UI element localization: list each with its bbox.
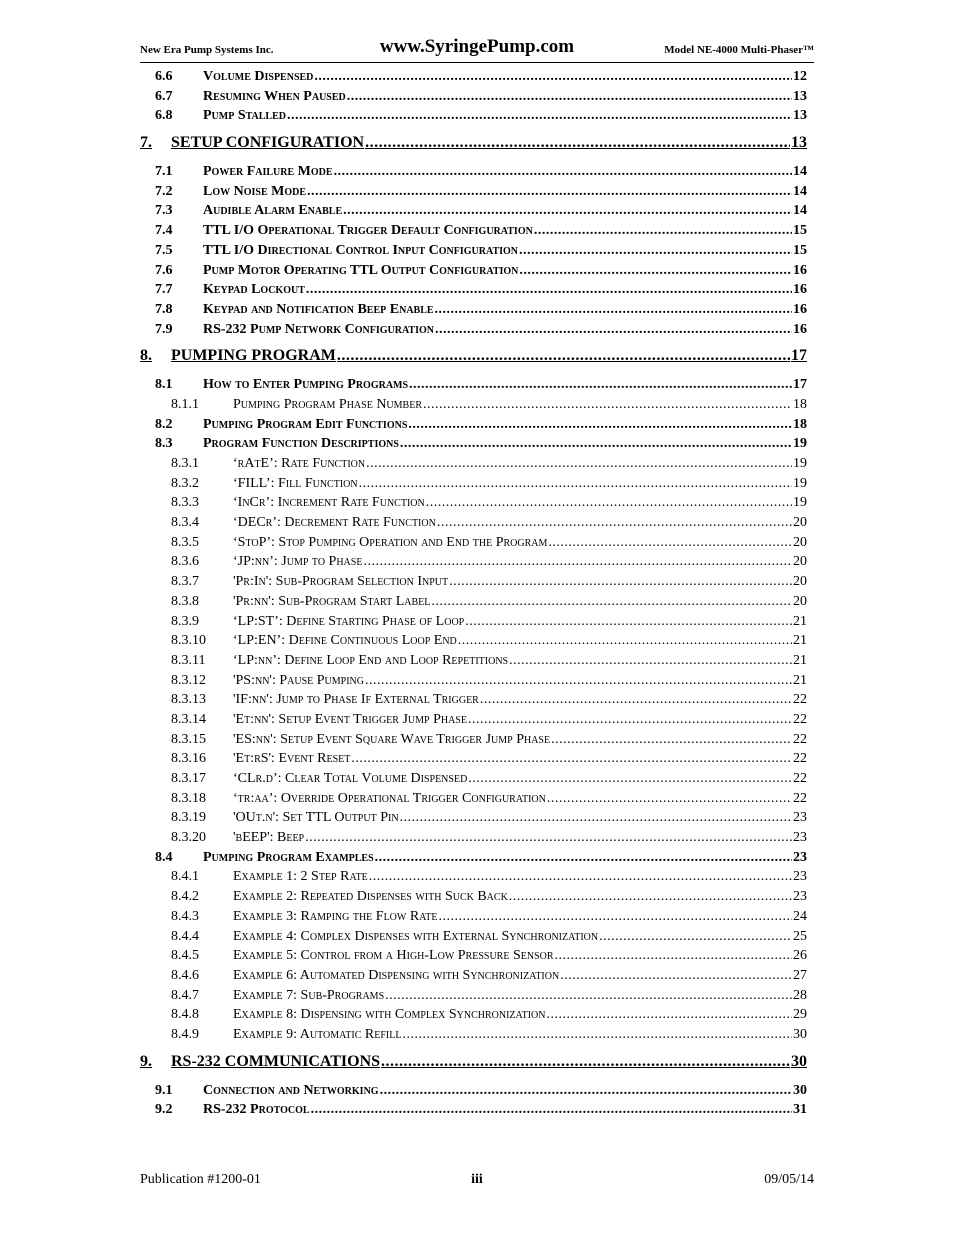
toc-entry-number: 8.3.7 (171, 574, 199, 590)
dot-leader (431, 594, 792, 610)
toc-entry-title: Program Function Descriptions (203, 436, 399, 452)
toc-entry-title: 'OUt.n': Set TTL Output Pin (233, 810, 399, 826)
dot-leader (548, 535, 792, 551)
toc-entry-number: 8.3.9 (171, 613, 199, 629)
toc-entry-number: 8.3.1 (171, 456, 199, 471)
toc-entry-title: ‘CLr.d’: Clear Total Volume Dispensed (233, 771, 468, 786)
toc-entry[interactable] (140, 791, 807, 811)
toc-entry-number: 7.1 (155, 164, 173, 180)
toc-entry-title: RS-232 Protocol (203, 1102, 310, 1118)
dot-leader (509, 889, 792, 905)
toc-entry[interactable] (140, 263, 807, 283)
dot-leader (599, 929, 792, 945)
toc-entry-number: 7.2 (155, 183, 173, 199)
toc-entry-title: RS-232 COMMUNICATIONS (171, 1052, 381, 1070)
toc-entry-number: 8.4 (155, 849, 173, 865)
toc-entry-page: 23 (793, 810, 807, 826)
toc-entry-title: 'Pr:nn': Sub-Program Start Label (233, 593, 431, 609)
toc-entry-title: Keypad Lockout (203, 282, 305, 298)
dot-leader (400, 436, 792, 452)
toc-entry-number: 8.3.16 (171, 751, 206, 767)
dot-leader (458, 633, 792, 649)
toc-entry-page: 22 (793, 771, 807, 786)
toc-entry-number: 8.4.8 (171, 1007, 199, 1023)
toc-entry[interactable] (140, 732, 807, 752)
toc-entry-title: Example 7: Sub-Programs (233, 987, 385, 1003)
dot-leader (547, 791, 792, 807)
toc-entry[interactable] (140, 929, 807, 949)
toc-entry-number: 7.7 (155, 282, 173, 298)
dot-leader (375, 850, 792, 866)
toc-entry[interactable] (140, 456, 807, 476)
toc-entry-page: 25 (793, 928, 807, 944)
toc-entry-page: 22 (793, 711, 807, 727)
toc-entry-number: 8.4.5 (171, 948, 199, 964)
dot-leader (337, 347, 790, 365)
toc-entry-title: PUMPING PROGRAM (171, 347, 336, 365)
toc-entry-title: RS-232 Pump Network Configuration (203, 321, 434, 337)
toc-entry[interactable] (140, 889, 807, 909)
toc-entry[interactable] (140, 184, 807, 204)
toc-entry-title: Pumping Program Edit Functions (203, 416, 408, 432)
toc-entry-page: 23 (793, 869, 807, 885)
toc-entry[interactable] (140, 948, 807, 968)
toc-entry-number: 8.4.1 (171, 869, 199, 885)
table-of-contents (140, 69, 807, 1122)
dot-leader (305, 830, 792, 846)
dot-leader (437, 515, 792, 531)
toc-entry-title: Audible Alarm Enable (203, 203, 343, 219)
toc-entry-page: 15 (793, 242, 807, 258)
toc-entry-page: 20 (793, 554, 807, 570)
toc-entry-number: 7.4 (155, 223, 173, 239)
toc-entry-title: Volume Dispensed (203, 69, 314, 84)
toc-entry-page: 17 (791, 347, 807, 365)
toc-entry-page: 26 (793, 948, 807, 964)
toc-entry-page: 19 (793, 436, 807, 452)
toc-entry-number: 9.1 (155, 1082, 173, 1098)
toc-entry-title: Example 1: 2 Step Rate (233, 869, 368, 885)
toc-entry-page: 21 (793, 672, 807, 688)
toc-entry-title: ‘JP:nn’: Jump to Phase (233, 554, 363, 570)
dot-leader (468, 712, 792, 728)
dot-leader (423, 397, 792, 413)
toc-entry-page: 13 (793, 108, 807, 124)
toc-entry-page: 20 (793, 534, 807, 550)
toc-entry[interactable] (140, 810, 807, 830)
toc-entry-page: 19 (793, 495, 807, 511)
toc-entry-title: Example 4: Complex Dispenses with External Synchronization (233, 928, 599, 944)
dot-leader (359, 476, 792, 492)
toc-entry-title: 'Pr:In': Sub-Program Selection Input (233, 574, 449, 590)
toc-entry-title: 'IF:nn': Jump to Phase If External Trigger (233, 692, 479, 708)
toc-entry[interactable] (140, 751, 807, 771)
toc-entry-page: 22 (793, 751, 807, 767)
toc-entry[interactable] (140, 869, 807, 889)
dot-leader (426, 495, 792, 511)
toc-entry-page: 29 (793, 1007, 807, 1023)
toc-entry-number: 8.1 (155, 377, 173, 393)
toc-entry-page: 28 (793, 987, 807, 1003)
toc-entry-number: 8.4.3 (171, 908, 199, 924)
toc-entry-number: 6.8 (155, 108, 173, 124)
toc-entry-title: ‘StoP’: Stop Pumping Operation and End the Program (233, 534, 548, 550)
header-website[interactable]: www.SyringePump.com (379, 36, 575, 57)
toc-entry-page: 12 (793, 69, 807, 84)
dot-leader (408, 417, 792, 433)
toc-entry-page: 13 (791, 134, 807, 152)
toc-entry-number: 8.2 (155, 416, 173, 432)
dot-leader (465, 614, 792, 630)
toc-entry-title: Keypad and Notification Beep Enable (203, 301, 434, 317)
dot-leader (480, 692, 792, 708)
dot-leader (365, 673, 792, 689)
toc-entry[interactable] (140, 909, 807, 929)
toc-entry-number: 9. (140, 1052, 152, 1070)
toc-entry[interactable] (140, 436, 807, 456)
toc-entry-number: 8.3.4 (171, 515, 199, 531)
toc-entry-page: 14 (793, 164, 807, 180)
toc-entry[interactable] (140, 108, 807, 128)
toc-entry-title: 'ES:nn': Setup Event Square Wave Trigger Jump Phase (233, 731, 551, 747)
toc-entry[interactable] (140, 614, 807, 634)
toc-entry-number: 8.3.5 (171, 534, 199, 550)
toc-entry-page: 20 (793, 593, 807, 609)
toc-entry-number: 8.3.11 (171, 652, 206, 668)
toc-entry-title: Pump Motor Operating TTL Output Configuration (203, 262, 519, 278)
toc-entry[interactable] (140, 594, 807, 614)
toc-entry-number: 8.3.12 (171, 672, 206, 688)
toc-entry-page: 23 (793, 849, 807, 865)
footer-publication: Publication #1200-01 (140, 1172, 261, 1187)
toc-entry-page: 24 (793, 908, 807, 924)
dot-leader (435, 322, 792, 338)
toc-entry-page: 30 (793, 1082, 807, 1098)
toc-entry-page: 30 (791, 1052, 807, 1070)
toc-entry[interactable] (140, 417, 807, 437)
toc-entry-title: TTL I/O Operational Trigger Default Configuration (203, 223, 533, 239)
toc-entry-page: 18 (793, 416, 807, 432)
dot-leader (468, 771, 792, 787)
toc-entry-number: 8.3.10 (171, 633, 206, 649)
header-model: Model NE-4000 Multi-Phaser™ (664, 44, 814, 56)
toc-entry-number: 7. (140, 134, 152, 152)
toc-entry-title: Resuming When Paused (203, 88, 346, 104)
toc-entry-number: 8.3 (155, 436, 173, 452)
toc-entry[interactable] (140, 574, 807, 594)
dot-leader (381, 1053, 790, 1071)
dot-leader (385, 988, 792, 1004)
toc-entry-title: Example 6: Automated Dispensing with Synchronization (233, 967, 560, 983)
toc-entry-number: 7.6 (155, 262, 173, 278)
dot-leader (347, 89, 792, 105)
toc-entry[interactable] (140, 535, 807, 555)
toc-entry[interactable] (140, 1007, 807, 1027)
toc-entry[interactable] (140, 282, 807, 302)
dot-leader (402, 1027, 792, 1043)
footer-page-number: iii (471, 1172, 483, 1187)
toc-entry-number: 8.3.19 (171, 810, 206, 826)
dot-leader (314, 69, 792, 85)
toc-entry-title: ‘FILL’: Fill Function (233, 475, 358, 491)
toc-entry-page: 21 (793, 633, 807, 649)
dot-leader (449, 574, 792, 590)
toc-entry-page: 16 (793, 321, 807, 337)
toc-entry-page: 22 (793, 692, 807, 708)
toc-entry-number: 7.8 (155, 301, 173, 317)
dot-leader (400, 810, 792, 826)
dot-leader (519, 263, 792, 279)
toc-entry[interactable] (140, 89, 807, 109)
toc-entry-page: 13 (793, 88, 807, 104)
toc-entry-page: 15 (793, 223, 807, 239)
toc-entry-title: ‘LP:EN’: Define Continuous Loop End (233, 633, 457, 649)
toc-entry-title: 'Et:rS': Event Reset (233, 751, 351, 767)
toc-entry-number: 8.4.2 (171, 889, 199, 905)
toc-entry-number: 7.3 (155, 203, 173, 219)
toc-entry-title: How to Enter Pumping Programs (203, 377, 409, 393)
toc-entry[interactable] (140, 243, 807, 263)
toc-entry-number: 8.3.18 (171, 790, 206, 806)
toc-entry-title: Pumping Program Examples (203, 849, 374, 865)
toc-entry-title: Example 5: Control from a High-Low Pressure Sensor (233, 948, 554, 964)
toc-entry-title: ‘rAtE’: Rate Function (233, 456, 366, 471)
toc-entry-page: 21 (793, 613, 807, 629)
toc-entry-number: 8.3.8 (171, 593, 199, 609)
footer-date: 09/05/14 (764, 1172, 814, 1187)
toc-entry[interactable] (140, 554, 807, 574)
toc-entry-number: 8.4.9 (171, 1026, 199, 1042)
toc-entry[interactable] (140, 223, 807, 243)
toc-entry-title: 'Et:nn': Setup Event Trigger Jump Phase (233, 711, 467, 727)
toc-entry-title: Pumping Program Phase Number (233, 396, 422, 412)
dot-leader (307, 184, 792, 200)
toc-entry-page: 14 (793, 183, 807, 199)
toc-entry-page: 30 (793, 1026, 807, 1042)
toc-entry-number: 8. (140, 347, 152, 365)
dot-leader (409, 377, 792, 393)
toc-entry-page: 19 (793, 475, 807, 491)
toc-entry[interactable] (140, 771, 807, 791)
toc-entry-number: 8.3.15 (171, 731, 206, 747)
dot-leader (366, 456, 792, 472)
toc-entry-title: 'PS:nn': Pause Pumping (233, 672, 364, 688)
dot-leader (555, 948, 792, 964)
toc-entry-title: ‘DECr’: Decrement Rate Function (233, 515, 436, 531)
toc-entry-number: 6.6 (155, 69, 173, 84)
dot-leader (287, 108, 792, 124)
toc-entry-page: 16 (793, 301, 807, 317)
toc-entry-page: 17 (793, 377, 807, 393)
toc-entry[interactable] (140, 322, 807, 342)
toc-entry-title: 'bEEP': Beep (233, 830, 305, 846)
toc-entry-title: Example 2: Repeated Dispenses with Suck Back (233, 889, 508, 905)
toc-entry[interactable] (140, 1102, 807, 1122)
dot-leader (351, 751, 792, 767)
toc-entry-title: TTL I/O Directional Control Input Configuration (203, 242, 519, 258)
toc-entry-title: Low Noise Mode (203, 183, 307, 199)
toc-entry[interactable] (140, 377, 807, 397)
toc-entry-page: 18 (793, 396, 807, 412)
toc-entry-number: 9.2 (155, 1102, 173, 1118)
toc-entry-title: Example 9: Automatic Refill (233, 1026, 402, 1042)
toc-entry[interactable] (140, 134, 807, 164)
dot-leader (380, 1083, 792, 1099)
toc-entry-title: ‘LP:ST’: Define Starting Phase of Loop (233, 613, 465, 629)
toc-entry-page: 14 (793, 203, 807, 219)
toc-entry[interactable] (140, 653, 807, 673)
toc-entry[interactable] (140, 1083, 807, 1103)
page-header (140, 36, 814, 63)
dot-leader (435, 302, 792, 318)
toc-entry-number: 8.3.2 (171, 475, 199, 491)
toc-entry-number: 8.3.17 (171, 771, 206, 786)
toc-entry-page: 22 (793, 790, 807, 806)
dot-leader (534, 223, 792, 239)
toc-entry-page: 22 (793, 731, 807, 747)
toc-entry[interactable] (140, 633, 807, 653)
toc-entry-page: 20 (793, 574, 807, 590)
dot-leader (363, 554, 792, 570)
toc-entry-title: ‘InCr’: Increment Rate Function (233, 495, 425, 511)
toc-entry-page: 16 (793, 262, 807, 278)
toc-entry-number: 8.3.13 (171, 692, 206, 708)
dot-leader (311, 1102, 792, 1118)
toc-entry[interactable] (140, 968, 807, 988)
toc-entry[interactable] (140, 850, 807, 870)
toc-entry[interactable] (140, 302, 807, 322)
dot-leader (551, 732, 792, 748)
dot-leader (306, 282, 792, 298)
toc-entry-page: 23 (793, 830, 807, 846)
toc-entry[interactable] (140, 69, 807, 89)
dot-leader (343, 203, 792, 219)
toc-entry-title: ‘tr:aa’: Override Operational Trigger Configuration (233, 790, 546, 806)
toc-entry-page: 19 (793, 456, 807, 471)
toc-entry-page: 31 (793, 1102, 807, 1118)
toc-entry-page: 21 (793, 652, 807, 668)
toc-entry-number: 8.3.14 (171, 711, 206, 727)
toc-entry-title: Example 3: Ramping the Flow Rate (233, 908, 438, 924)
toc-entry-number: 6.7 (155, 88, 173, 104)
toc-entry[interactable] (140, 673, 807, 693)
toc-entry-page: 16 (793, 282, 807, 298)
toc-entry-title: ‘LP:nn’: Define Loop End and Loop Repetitions (233, 652, 509, 668)
dot-leader (365, 134, 790, 152)
dot-leader (509, 653, 792, 669)
dot-leader (369, 869, 792, 885)
toc-entry[interactable] (140, 712, 807, 732)
toc-entry-page: 20 (793, 515, 807, 531)
toc-entry[interactable] (140, 830, 807, 850)
toc-entry-number: 7.9 (155, 321, 173, 337)
toc-entry[interactable] (140, 1027, 807, 1047)
toc-entry-title: Power Failure Mode (203, 164, 333, 180)
toc-entry-page: 23 (793, 889, 807, 905)
toc-entry-number: 8.4.6 (171, 967, 199, 983)
toc-entry-number: 8.3.20 (171, 830, 206, 846)
toc-entry[interactable] (140, 164, 807, 184)
toc-entry-number: 8.1.1 (171, 396, 199, 412)
toc-entry[interactable] (140, 515, 807, 535)
toc-entry[interactable] (140, 495, 807, 515)
dot-leader (560, 968, 792, 984)
toc-entry-number: 8.4.4 (171, 928, 199, 944)
toc-entry-title: Example 8: Dispensing with Complex Synchronization (233, 1007, 546, 1023)
toc-entry-number: 8.3.6 (171, 554, 199, 570)
dot-leader (334, 164, 792, 180)
toc-entry[interactable] (140, 203, 807, 223)
toc-entry-number: 7.5 (155, 242, 173, 258)
dot-leader (439, 909, 792, 925)
toc-entry-title: Connection and Networking (203, 1082, 379, 1098)
toc-entry[interactable] (140, 476, 807, 496)
toc-entry[interactable] (140, 347, 807, 377)
dot-leader (519, 243, 792, 259)
dot-leader (547, 1007, 792, 1023)
toc-entry-page: 27 (793, 967, 807, 983)
toc-entry[interactable] (140, 692, 807, 712)
toc-entry-number: 8.3.3 (171, 495, 199, 511)
toc-entry[interactable] (140, 1053, 807, 1083)
toc-entry-title: SETUP CONFIGURATION (171, 134, 365, 152)
header-company: New Era Pump Systems Inc. (140, 44, 274, 56)
toc-entry-number: 8.4.7 (171, 987, 199, 1003)
toc-entry[interactable] (140, 988, 807, 1008)
toc-entry-title: Pump Stalled (203, 108, 286, 124)
toc-entry[interactable] (140, 397, 807, 417)
